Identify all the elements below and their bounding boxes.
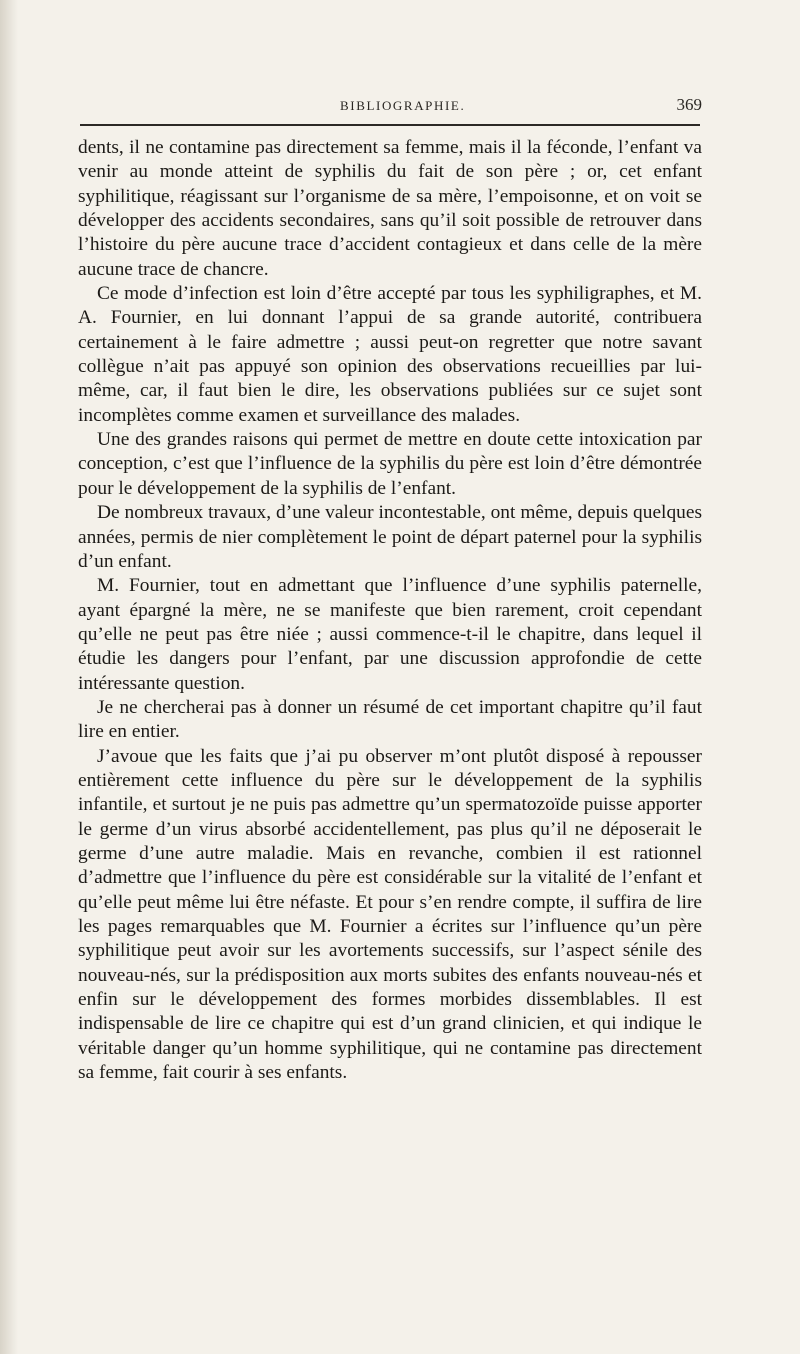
running-title: BIBLIOGRAPHIE. — [340, 98, 466, 113]
paragraph: Ce mode d’infection est loin d’être accepté par tous les syphiligraphes, et M. A. Fournier, en lui donnant l’appui de sa grande autorité, contribuera certainement à le faire admettre ; aussi peut-on regretter que notre savant collègue n’ait pas appuyé son opinion des observations recueillies par lui-même, car, il faut bien le dire, les observations publiées sur ce sujet sont incomplètes comme examen et surveillance des malades. — [78, 283, 702, 426]
binding-shadow — [0, 0, 18, 1354]
header-rule — [80, 124, 700, 126]
page-number: 369 — [676, 95, 702, 114]
body-text — [78, 136, 702, 1085]
paragraph: J’avoue que les faits que j’ai pu observer m’ont plutôt disposé à repousser entièrement cette influence du père sur le développement de la syphilis infantile, et surtout je ne puis pas admettre qu’un spermatozoïde puisse apporter le germe d’un virus absorbé accidentellement, pas plus qu’il ne déposerait le germe d’une autre maladie. Mais en revanche, combien il est rationnel d’admettre que l’influence du père est considérable sur la vitalité de l’enfant et qu’elle peut même lui être néfaste. Et pour s’en rendre compte, il suffira de lire les pages remarquables que M. Fournier a écrites sur l’influence qu’un père syphilitique peut avoir sur les avortements successifs, sur l’aspect sénile des nouveau-nés, sur la prédisposition aux morts subites des enfants nouveau-nés et enfin sur le développement des formes morbides dissemblables. Il est indispensable de lire ce chapitre qui est d’un grand clinicien, et qui indique le véritable danger qu’un homme syphilitique, qui ne contamine pas directement sa femme, fait courir à ses enfants. — [78, 745, 702, 1084]
paragraph-continuation: dents, il ne contamine pas directement sa femme, mais il la féconde, l’enfant va venir au monde atteint de syphilis du fait de son père ; or, cet enfant syphilitique, réagissant sur l’organisme de sa mère, l’empoisonne, et on voit se développer des accidents secondaires, sans qu’il soit possible de retrouver dans l’histoire du père aucune trace d’accident contagieux et dans celle de la mère aucune trace de chancre. — [78, 137, 702, 280]
page-header — [78, 96, 702, 120]
paragraph: Je ne chercherai pas à donner un résumé de cet important chapitre qu’il faut lire en entier. — [78, 696, 702, 743]
paragraph: M. Fournier, tout en admettant que l’influence d’une syphilis paternelle, ayant épargné la mère, ne se manifeste que bien rarement, croit cependant qu’elle ne peut pas être niée ; aussi commence-t-il le chapitre, dans lequel il étudie les dangers pour l’enfant, par une discussion approfondie de cette intéressante question. — [78, 575, 702, 694]
paragraph: De nombreux travaux, d’une valeur incontestable, ont même, depuis quelques années, permis de nier complètement le point de départ paternel pour la syphilis d’un enfant. — [78, 502, 702, 572]
paragraph: Une des grandes raisons qui permet de mettre en doute cette intoxication par conception, c’est que l’influence de la syphilis du père est loin d’être démontrée pour le développement de la syphilis de l’enfant. — [78, 429, 702, 499]
